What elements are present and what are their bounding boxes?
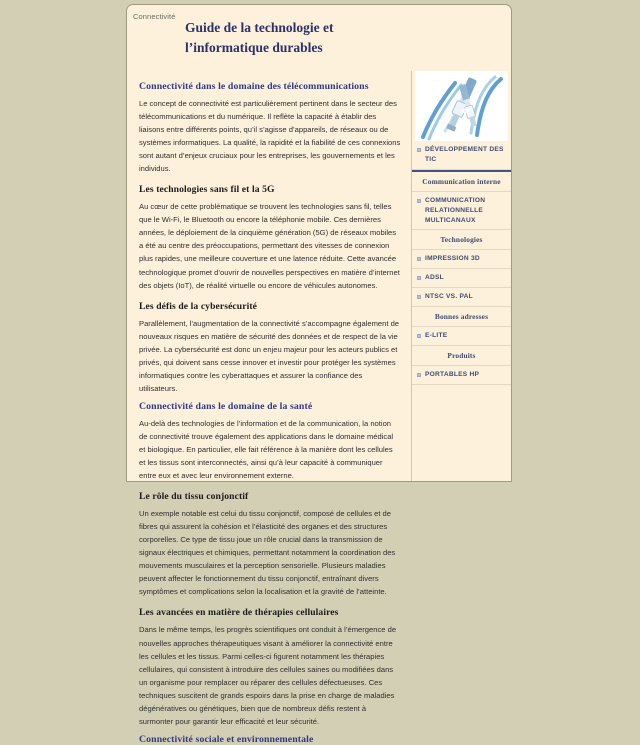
article-paragraph: Au cœur de cette problématique se trouvent les technologies sans fil, telles que le Wi-Fi, le Bluetooth ou encore la téléphonie mobile. Ces dernières années, le déploiement de la cinquième génération (5G) de réseaux mobiles a été au centre des préoccupations, permettant des vitesses de connexion plus rapides, une meilleure couverture et une latence réduite. Cette avancée technologique promet d’ouvrir de nouvelles perspectives en matière d’internet des objets (IoT), de réalité virtuelle ou encore de véhicules autonomes. xyxy=(139,202,400,290)
sidebar-section-communication-interne: Communication interne xyxy=(412,170,511,192)
fiber-optic-cables-image xyxy=(415,71,507,141)
article-content xyxy=(127,71,411,745)
breadcrumb[interactable]: Connectivité xyxy=(133,12,176,21)
sidebar-link-label: COMMUNICATION RELATIONNELLE MULTICANAUX xyxy=(425,196,486,224)
article-subheading: Les défis de la cybersécurité xyxy=(139,300,257,312)
sidebar-link-label: E-LITE xyxy=(425,332,448,340)
page-panel xyxy=(126,4,512,745)
article-paragraph: Parallèlement, l’augmentation de la connectivité s’accompagne également de nouveaux risques en matière de sécurité des données et de respect de la vie privée. La cybersécurité est donc un enjeu majeur pour les acteurs publics et privés, qui doivent sans cesse innover et investir pour protéger les systèmes informatiques contre les cyberattaques et assurer la confiance des utilisateurs. xyxy=(139,318,400,393)
sidebar-link-impression-3d[interactable] xyxy=(412,250,511,269)
sidebar-nav-list xyxy=(412,141,511,385)
article-paragraph: Au-delà des technologies de l’information et de la communication, la notion de connectivité trouve également des applications dans le domaine médical et biologique. En particulier, elle fait référence à la manière dont les cellules et les tissus sont interconnectés, ainsi qu’à leur capacité à communiquer entre eux et avec leur environnement externe. xyxy=(139,418,394,481)
sidebar-section-technologies: Technologies xyxy=(412,230,511,250)
article-subheading: Les technologies sans fil et la 5G xyxy=(139,184,275,196)
article-section-heading: Connectivité dans le domaine de la santé xyxy=(139,400,313,412)
sidebar-link-e-lite[interactable] xyxy=(412,327,511,346)
sidebar-link-label: PORTABLES HP xyxy=(425,371,480,379)
bullet-square-icon xyxy=(417,148,421,152)
article-paragraph: Dans le même temps, les progrès scientifiques ont conduit à l’émergence de nouvelles approches thérapeutiques visant à améliorer la connectivité entre les cellules et les tissus. Parmi celles-ci figurent notamment les thérapies cellulaires, qui consistent à introduire des cellules saines ou modifiées dans un organisme pour remplacer ou réparer des cellules défectueuses. Ces techniques suscitent de grands espoirs dans la prise en charge de maladies dégénératives ou génétiques, bien que de nombreux défis restent à surmonter pour garantir leur efficacité et leur sécurité. xyxy=(139,625,397,726)
article-subheading: Le rôle du tissu conjonctif xyxy=(139,491,249,503)
sidebar-link-portables-hp[interactable] xyxy=(412,366,511,385)
sidebar-link-ntsc-vs-pal[interactable] xyxy=(412,288,511,307)
bullet-square-icon xyxy=(417,199,421,203)
sidebar-section-produits: Produits xyxy=(412,346,511,366)
sidebar-link-label: ADSL xyxy=(425,274,444,282)
bullet-square-icon xyxy=(417,334,421,338)
article-paragraph: Le concept de connectivité est particulièrement pertinent dans le secteur des télécommunications et du numérique. Il reflète la capacité à établir des liaisons entre différents points, qu’il s’agisse d’appareils, de réseaux ou de systèmes informatiques. La qualité, la rapidité et la fiabilité de ces connexions sont autant d’enjeux cruciaux pour les entreprises, les gouvernements et les individus. xyxy=(139,99,401,174)
sidebar-link-label: IMPRESSION 3D xyxy=(425,255,480,263)
page-body xyxy=(127,71,511,745)
article-section-heading: Connectivité dans le domaine des télécommunications xyxy=(139,81,369,92)
article-section-heading: Connectivité sociale et environnementale xyxy=(139,733,314,745)
page-header xyxy=(127,5,511,71)
bullet-square-icon xyxy=(417,295,421,299)
bullet-square-icon xyxy=(417,257,421,261)
sidebar-navigation xyxy=(411,71,511,481)
sidebar-link-developpement-des-tic[interactable] xyxy=(412,141,511,170)
sidebar-link-label: DÉVELOPPEMENT DES TIC xyxy=(425,146,504,163)
page-title: Guide de la technologie et l’informatique durables xyxy=(185,20,334,55)
bullet-square-icon xyxy=(417,276,421,280)
article-paragraph: Un exemple notable est celui du tissu conjonctif, composé de cellules et de fibres qui assurent la cohésion et l’élasticité des organes et des structures corporelles. Ce type de tissu joue un rôle crucial dans la transmission de signaux électriques et chimiques, permettant notamment la coordination des mouvements musculaires et la perception sensorielle. Plusieurs maladies peuvent affecter le fonctionnement du tissu conjonctif, entraînant divers symptômes et complications selon la localisation et la gravité de l’atteinte. xyxy=(139,509,396,597)
bullet-square-icon xyxy=(417,373,421,377)
sidebar-link-adsl[interactable] xyxy=(412,269,511,288)
article-subheading: Les avancées en matière de thérapies cellulaires xyxy=(139,607,339,619)
sidebar-link-communication-relationnelle-multicanaux[interactable] xyxy=(412,192,511,231)
sidebar-link-label: NTSC VS. PAL xyxy=(425,293,473,301)
sidebar-section-bonnes-adresses: Bonnes adresses xyxy=(412,307,511,327)
